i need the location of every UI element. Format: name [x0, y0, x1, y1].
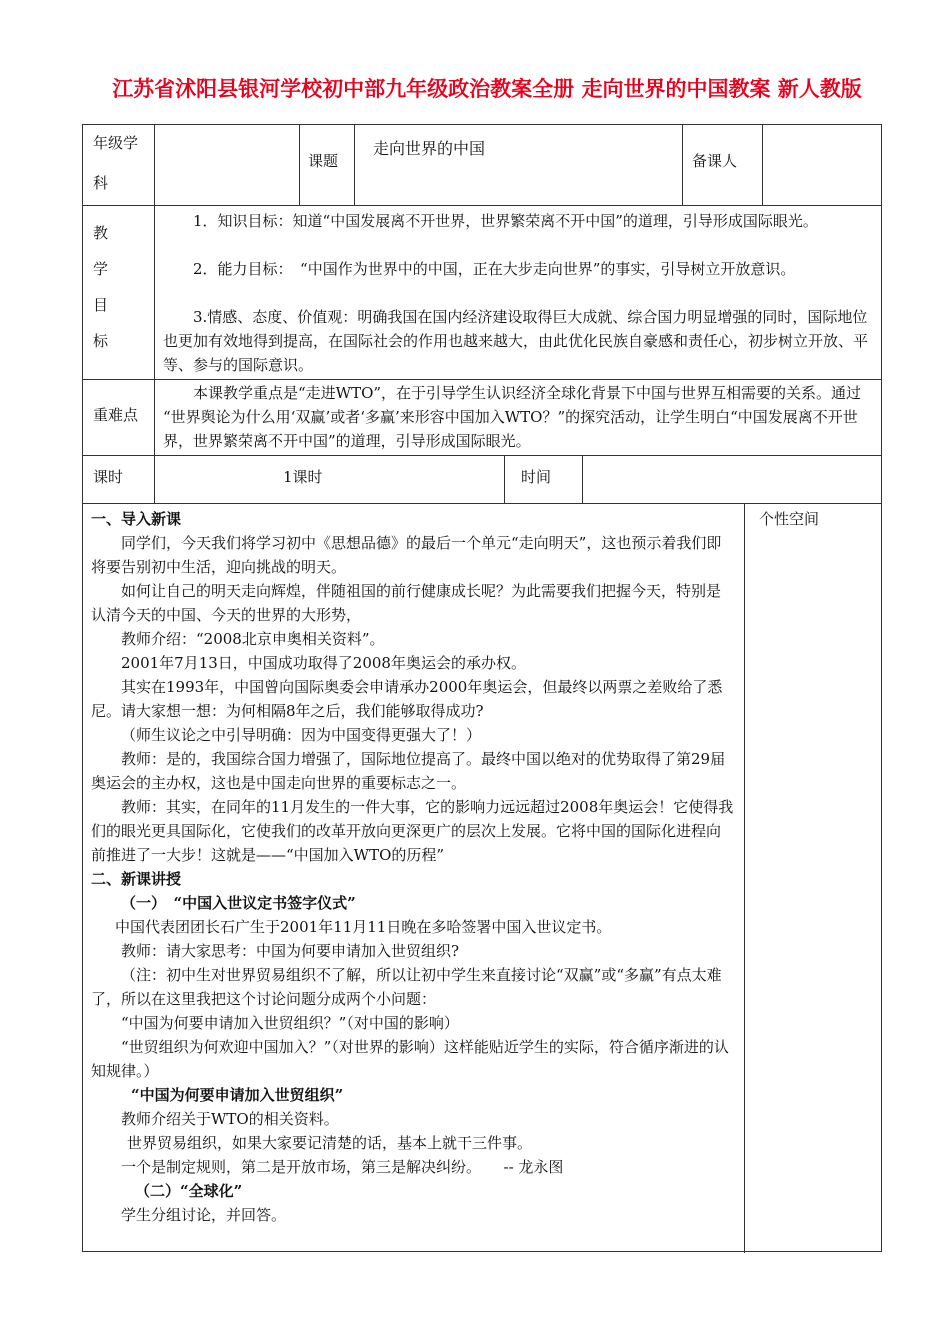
paragraph: 2001年7月13日，中国成功取得了2008年奥运会的承办权。	[121, 654, 526, 672]
paragraph: 教师：请大家思考：中国为何要申请加入世贸组织?	[121, 942, 460, 960]
col-divider	[504, 455, 505, 503]
objectives-label-char: 教	[93, 224, 109, 242]
objectives-label-char: 学	[93, 260, 109, 278]
col-divider	[154, 205, 155, 455]
row-divider	[83, 503, 881, 504]
objectives-label-char: 目	[93, 296, 109, 314]
key-points-label: 重难点	[93, 406, 139, 424]
paragraph: 教师：其实，在同年的11月发生的一件大事，它的影响力远远超过2008年奥运会！它使得我们的眼光更具国际化，它使我们的改革开放向更深更广的层次上发展。它将中国的国际化进程向前推进了一大步！这就是——“中国加入WTO的历程”	[91, 798, 734, 864]
hours-label: 课时	[93, 468, 124, 486]
paragraph: 学生分组讨论，并回答。	[121, 1206, 287, 1224]
key-points-text: 本课教学重点是“走进WTO”，在于引导学生认识经济全球化背景下中国与世界互相需要的关系。通过 “世界舆论为什么用‘双赢’或者‘多赢’来形容中国加入WTO？”的探究活动，让学生明白“中国发展离不开世界，世界繁荣离不开中国”的道理，引导形成国际眼光。	[163, 384, 862, 450]
grade-label-line2: 科	[93, 174, 109, 192]
col-divider	[299, 125, 300, 205]
col-divider	[582, 455, 583, 503]
lesson-plan-table	[82, 124, 882, 1252]
paragraph: 世界贸易组织，如果大家要记清楚的话，基本上就干三件事。	[127, 1134, 533, 1152]
paragraph: 教师介绍：“2008北京申奥相关资料”。	[121, 630, 385, 648]
grade-label-line1: 年级学	[93, 134, 139, 152]
objectives-label-char: 标	[93, 332, 109, 350]
hours-value: 1课时	[283, 468, 323, 486]
col-divider	[682, 125, 683, 205]
paragraph: 教师：是的，我国综合国力增强了，国际地位提高了。最终中国以绝对的优势取得了第29届奥运会的主办权，这也是中国走向世界的重要标志之一。	[91, 750, 726, 792]
topic-label: 课题	[308, 152, 339, 170]
subsection-heading: （一） “中国入世议定书签字仪式”	[121, 894, 356, 912]
time-label: 时间	[521, 468, 552, 486]
row-divider	[83, 379, 881, 380]
paragraph: 如何让自己的明天走向辉煌，伴随祖国的前行健康成长呢？为此需要我们把握今天，特别是认清今天的中国、今天的世界的大形势，	[91, 582, 722, 624]
col-divider	[154, 455, 155, 503]
paragraph: （注：初中生对世界贸易组织不了解，所以让初中学生来直接讨论“双赢”或“多赢”有点太难了，所以在这里我把这个讨论问题分成两个小问题：	[91, 966, 722, 1008]
col-divider	[154, 125, 155, 205]
document-title: 江苏省沭阳县银河学校初中部九年级政治教案全册 走向世界的中国教案 新人教版	[112, 77, 862, 101]
section-heading: 一、导入新课	[91, 510, 182, 528]
paragraph: “中国为何要申请加入世贸组织？”（对中国的影响）	[121, 1014, 459, 1032]
row-divider	[83, 205, 881, 206]
paragraph: 其实在1993年，中国曾向国际奥委会申请承办2000年奥运会，但最终以两票之差败给了悉尼。请大家想一想：为何相隔8年之后，我们能够取得成功?	[91, 678, 723, 720]
lesson-body	[91, 507, 735, 1227]
col-divider	[354, 125, 355, 205]
paragraph: 一个是制定规则，第二是开放市场，第三是解决纠纷。 -- 龙永图	[121, 1158, 564, 1176]
preparer-label: 备课人	[692, 152, 738, 170]
topic-value: 走向世界的中国	[373, 139, 486, 158]
paragraph: （师生议论之中引导明确：因为中国变得更强大了！）	[121, 726, 482, 744]
side-space-label: 个性空间	[759, 510, 820, 528]
col-divider	[744, 503, 745, 1253]
row-divider	[83, 455, 881, 456]
objective-ability: 2．能力目标： “中国作为世界中的中国，正在大步走向世界”的事实，引导树立开放意识。	[193, 260, 796, 278]
objective-knowledge: 1．知识目标：知道“中国发展离不开世界，世界繁荣离不开中国”的道理，引导形成国际眼光。	[193, 212, 818, 230]
paragraph: “世贸组织为何欢迎中国加入？”（对世界的影响）这样能贴近学生的实际，符合循序渐进的认知规律。）	[91, 1038, 729, 1080]
section-heading: 二、新课讲授	[91, 870, 182, 888]
col-divider	[762, 125, 763, 205]
paragraph: 教师介绍关于WTO的相关资料。	[121, 1110, 339, 1128]
subsection-heading: （二）“全球化”	[135, 1182, 243, 1200]
objective-values: 3.情感、态度、价值观：明确我国在国内经济建设取得巨大成就、综合国力明显增强的同时，国际地位也更加有效地得到提高，在国际社会的作用也越来越大，由此优化民族自豪感和责任心，初步树立开放、平等、参与的国际意识。	[163, 308, 869, 374]
paragraph: 同学们，今天我们将学习初中《思想品德》的最后一个单元“走向明天”，这也预示着我们即将要告别初中生活，迎向挑战的明天。	[91, 534, 722, 576]
paragraph: 中国代表团团长石广生于2001年11月11日晚在多哈签署中国入世议定书。	[115, 918, 612, 936]
subsection-heading: “中国为何要申请加入世贸组织”	[131, 1086, 344, 1104]
